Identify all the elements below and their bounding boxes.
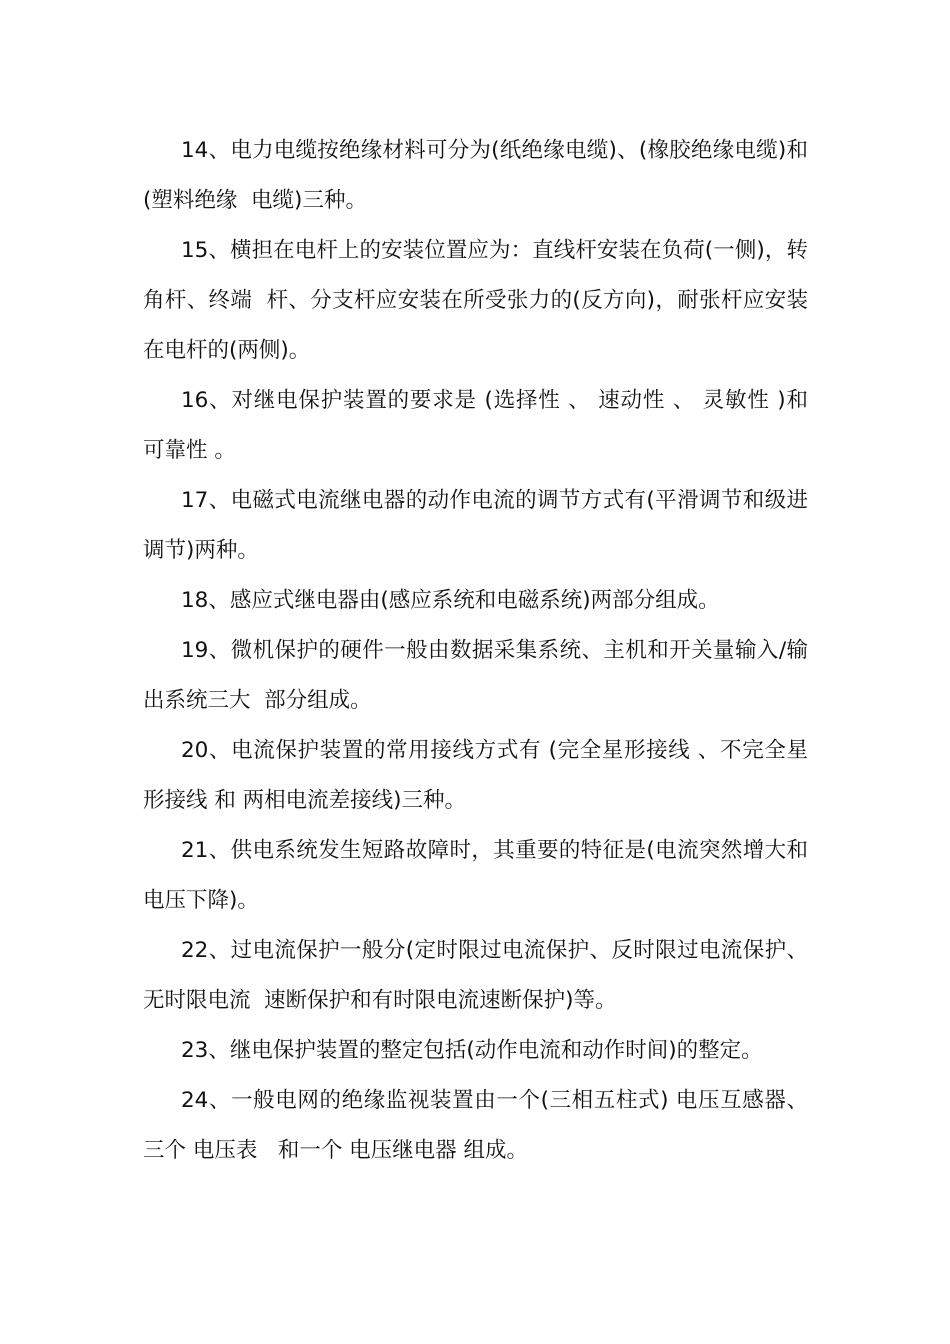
question-16-line-2: 和 可靠性 。 [143,388,815,463]
question-15-line-3: 应安装在电杆的(两侧)。 [143,288,808,363]
question-15-line-2: 转角杆、终端 杆、分支杆应安装在所受张力的(反方向)，耐张杆 [143,238,808,313]
question-16-line-1: 16、对继电保护装置的要求是 (选择性 、 速动性 、 灵敏性 ) [181,388,786,413]
question-22-line-1: 22、过电流保护一般分(定时限过电流保护、反时限过电流保 [181,938,765,963]
question-19-line-2: /输出系统三大 部分组成。 [143,638,808,713]
question-17 [143,476,808,576]
question-23-line-1: 23、继电保护装置的整定包括(动作电流和动作时间)的整定。 [181,1038,763,1063]
question-20-line-2: 星形接线 和 两相电流差接线)三种。 [143,738,808,813]
question-21-line-2: 大和电压下降)。 [143,838,808,913]
question-17-line-1: 17、电磁式电流继电器的动作电流的调节方式有(平滑调节和 [181,488,765,513]
question-14 [143,126,808,226]
question-22 [143,926,808,1026]
question-20 [143,726,808,826]
question-16 [143,376,815,476]
document-page [143,126,815,1176]
question-19 [143,626,808,726]
question-19-line-1: 19、微机保护的硬件一般由数据采集系统、主机和开关量输入 [181,638,779,663]
question-24 [143,1076,808,1176]
question-22-line-2: 护、无时限电流 速断保护和有时限电流速断保护)等。 [143,938,808,1013]
question-15 [143,226,808,376]
question-14-line-1: 14、电力电缆按绝缘材料可分为(纸绝缘电缆)、(橡胶绝缘电 [181,138,757,163]
question-21-line-1: 21、供电系统发生短路故障时，其重要的特征是(电流突然增 [181,838,765,863]
question-18-line-1: 18、感应式继电器由(感应系统和电磁系统)两部分组成。 [181,588,720,613]
question-17-line-2: 级进调节)两种。 [143,488,808,563]
question-18 [143,576,808,626]
question-20-line-1: 20、电流保护装置的常用接线方式有 (完全星形接线 、不完全 [181,738,787,763]
question-14-line-2: 缆)和(塑料绝缘 电缆)三种。 [143,138,809,213]
question-21 [143,826,808,926]
question-24-line-1: 24、一般电网的绝缘监视装置由一个(三相五柱式) 电压互感 [181,1088,765,1113]
question-24-line-2: 器、三个 电压表 和一个 电压继电器 组成。 [143,1088,808,1163]
question-15-line-1: 15、横担在电杆上的安装位置应为：直线杆安装在负荷(一侧)， [181,238,787,263]
question-23 [143,1026,808,1076]
